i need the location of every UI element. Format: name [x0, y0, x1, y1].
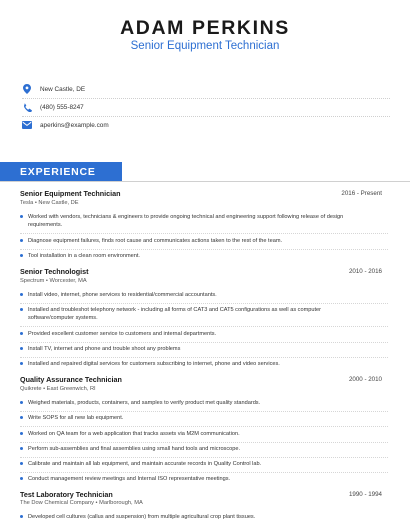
- bullet-dot: [20, 254, 23, 257]
- list-item: [20, 513, 365, 521]
- contact-phone[interactable]: [22, 98, 390, 116]
- job-dates: 2000 - 2010: [348, 376, 382, 383]
- list-item: [20, 291, 365, 299]
- bullet-divider: [20, 442, 388, 443]
- list-item: [20, 399, 365, 407]
- list-item: [20, 445, 365, 453]
- phone-icon: [22, 102, 32, 112]
- job-company: Quikrete • East Greenwich, RI: [20, 386, 96, 392]
- bullet-text: Installed and repaired digital services for customers subscribing to internet, phone and video services.: [28, 361, 280, 367]
- list-item: [20, 414, 365, 422]
- list-item: [20, 306, 365, 322]
- job-title: Test Laboratory Technician: [20, 490, 113, 499]
- bullet-text: Perform sub-assemblies and final assemblies using small hand tools and microscope.: [28, 446, 241, 452]
- bullet-divider: [20, 426, 388, 427]
- job-dates: 1990 - 1994: [348, 491, 382, 498]
- job-company: The Dow Chemical Company • Marlborough, MA: [20, 500, 143, 506]
- bullet-divider: [20, 457, 388, 458]
- bullet-divider: [20, 342, 388, 343]
- bullet-dot: [20, 347, 23, 350]
- bullet-dot: [20, 515, 23, 518]
- bullet-dot: [20, 416, 23, 419]
- bullet-text: Tool installation in a clean room environment.: [28, 253, 140, 259]
- list-item: [20, 330, 365, 338]
- contact-location-text: New Castle, DE: [40, 85, 86, 93]
- bullet-text: Worked on QA team for a web application that tracks assets via M2M communication.: [28, 431, 240, 437]
- email-icon: [22, 120, 32, 130]
- job-company: Spectrum • Worcester, MA: [20, 278, 87, 284]
- section-title: EXPERIENCE: [20, 165, 96, 178]
- bullet-divider: [20, 303, 388, 304]
- bullet-text: Conduct management review meetings and Internal ISO representative meetings.: [28, 476, 231, 482]
- list-item: [20, 252, 365, 260]
- bullet-text: Installed and troubleshot telephony network - including all forms of CAT3 and CAT5 configurations as well as computer software/computer systems.: [28, 307, 321, 322]
- contact-email[interactable]: [22, 116, 390, 134]
- bullet-dot: [20, 215, 23, 218]
- candidate-title: Senior Equipment Technician: [130, 40, 280, 52]
- bullet-dot: [20, 477, 23, 480]
- list-item: [20, 360, 365, 368]
- bullet-dot: [20, 462, 23, 465]
- bullet-text: Provided excellent customer service to customers and internal departments.: [28, 331, 217, 337]
- contact-location: [22, 80, 390, 98]
- bullet-dot: [20, 401, 23, 404]
- candidate-name: ADAM PERKINS: [120, 17, 290, 39]
- bullet-dot: [20, 432, 23, 435]
- bullet-divider: [20, 233, 388, 234]
- bullet-divider: [20, 249, 388, 250]
- bullet-divider: [20, 357, 388, 358]
- list-item: [20, 430, 365, 438]
- job-title: Quality Assurance Technician: [20, 375, 122, 384]
- list-item: [20, 475, 365, 483]
- section-rule: [0, 181, 410, 182]
- job-dates: 2016 - Present: [341, 190, 382, 197]
- bullet-text: Weighed materials, products, containers, and samples to verify product met quality standards.: [28, 400, 261, 406]
- bullet-text: Install TV, internet and phone and trouble shoot any problems: [28, 346, 181, 352]
- bullet-dot: [20, 308, 23, 311]
- contact-email-text: aperkins@example.com: [40, 121, 109, 129]
- bullet-divider: [20, 472, 388, 473]
- bullet-dot: [20, 362, 23, 365]
- section-header-experience: [0, 162, 122, 181]
- list-item: [20, 213, 365, 229]
- list-item: [20, 237, 365, 245]
- list-item: [20, 460, 365, 468]
- bullet-text: Calibrate and maintain all lab equipment, and maintain accurate records in Quality Control lab.: [28, 461, 262, 467]
- job-company: Tesla • New Castle, DE: [20, 200, 79, 206]
- bullet-text: Developed cell cultures (callus and suspension) from multiple agricultural crop plant tissues.: [28, 514, 256, 520]
- bullet-divider: [20, 326, 388, 327]
- job-title: Senior Equipment Technician: [20, 189, 121, 198]
- location-pin-icon: [22, 84, 32, 94]
- bullet-text: Write SOPS for all new lab equipment.: [28, 415, 124, 421]
- list-item: [20, 345, 365, 353]
- bullet-dot: [20, 332, 23, 335]
- bullet-text: Diagnose equipment failures, finds root cause and communicates actions taken to the rest of the team.: [28, 238, 283, 244]
- contact-phone-text: (480) 555-8247: [40, 103, 84, 111]
- job-title: Senior Technologist: [20, 267, 89, 276]
- bullet-divider: [20, 411, 388, 412]
- bullet-text: Install video, internet, phone services to residential/commercial accountants.: [28, 292, 217, 298]
- bullet-dot: [20, 447, 23, 450]
- job-dates: 2010 - 2016: [348, 268, 382, 275]
- bullet-dot: [20, 239, 23, 242]
- bullet-dot: [20, 293, 23, 296]
- bullet-text: Worked with vendors, technicians & engineers to provide ongoing technical and engineering support following release of design requirements.: [28, 214, 344, 229]
